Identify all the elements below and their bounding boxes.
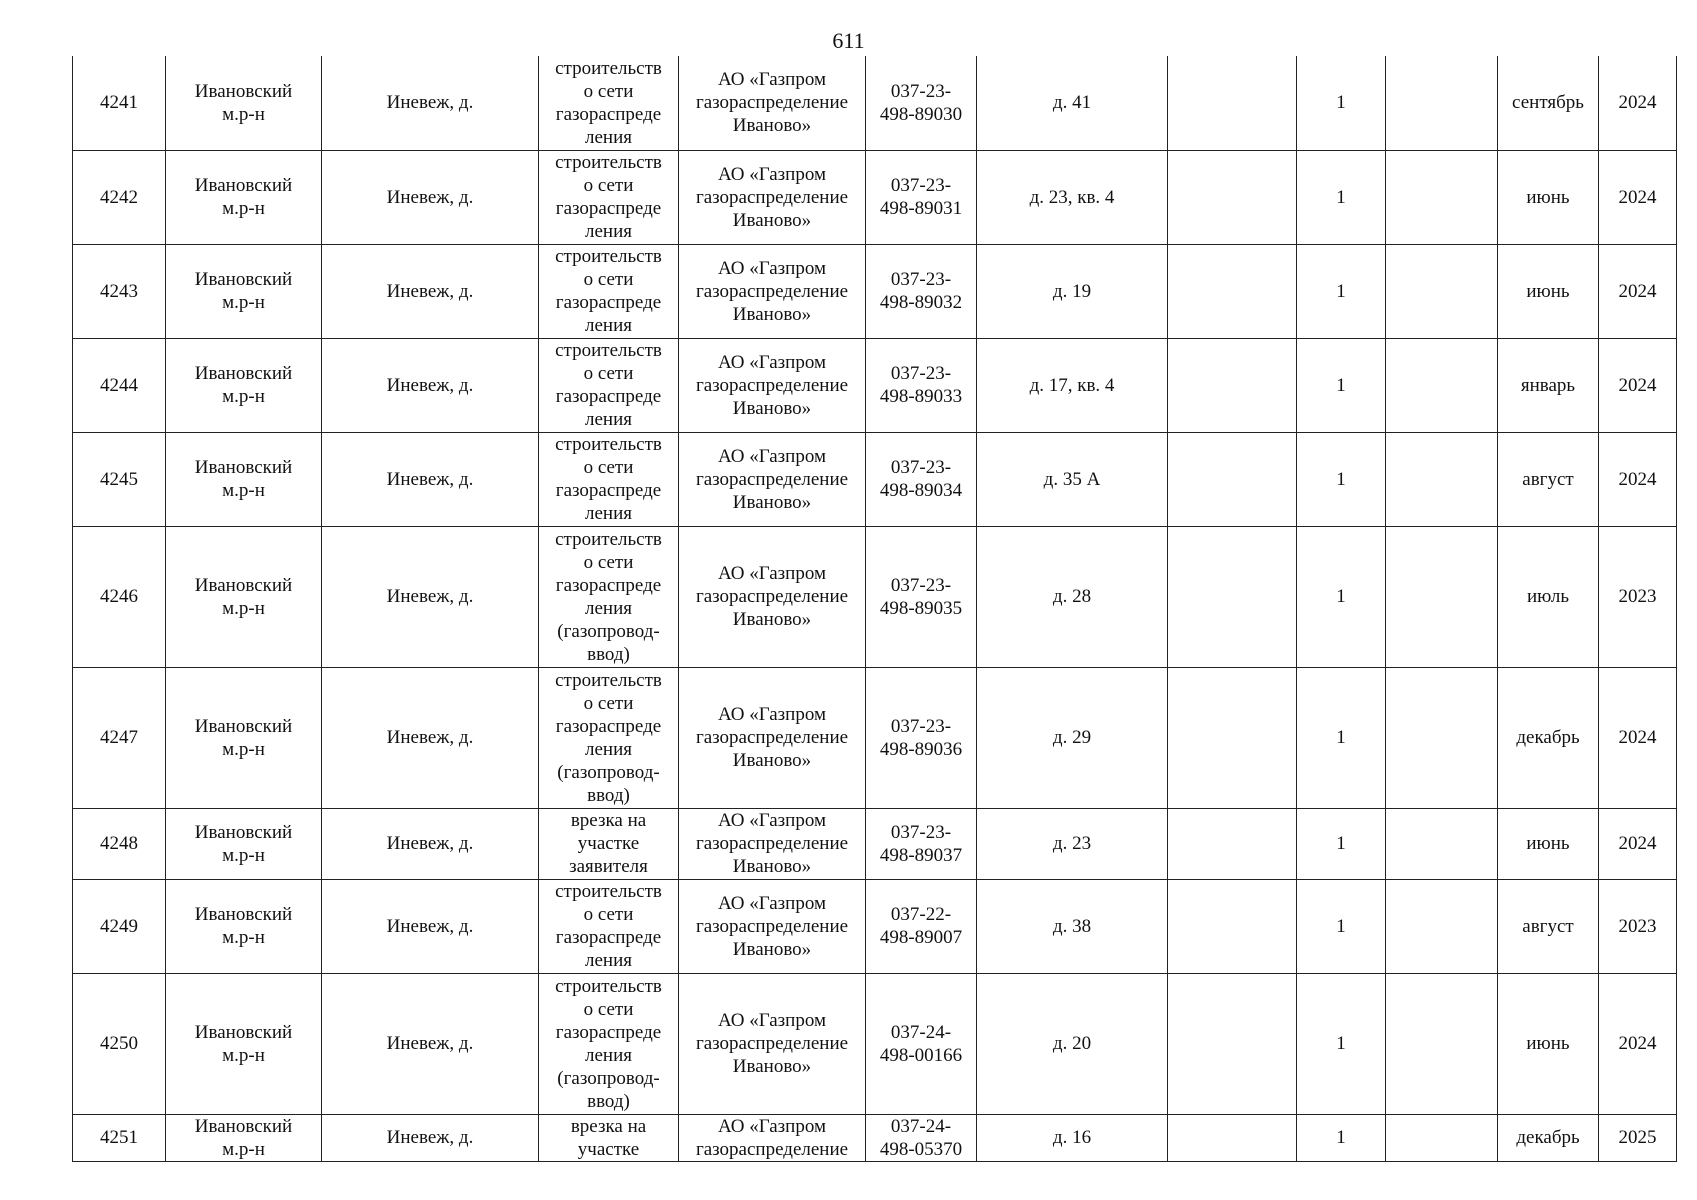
work-type-cell <box>539 808 679 879</box>
locality-cell: Иневеж, д. <box>322 973 539 1114</box>
quantity-cell: 1 <box>1297 973 1386 1114</box>
application-code-line: 037-22- <box>890 904 952 925</box>
district-cell <box>166 150 322 244</box>
application-code-line: 498-89031 <box>879 198 963 219</box>
table-row <box>73 56 1677 150</box>
work-type-line: о сети <box>583 363 634 384</box>
district-line: м.р-н <box>222 103 265 125</box>
district-line: Ивановский <box>194 457 293 478</box>
organization-cell <box>679 56 866 150</box>
work-type-line: газораспреде <box>555 386 662 407</box>
month-cell: сентябрь <box>1498 56 1599 150</box>
district-line: Ивановский <box>194 574 293 596</box>
organization-line: газораспределение <box>695 92 849 114</box>
organization-line: Иваново» <box>732 938 812 960</box>
organization-line: Иваново» <box>732 856 812 877</box>
work-type-line: газораспреде <box>555 103 662 125</box>
district-line: м.р-н <box>222 386 265 407</box>
work-type-line: ления <box>585 738 632 760</box>
district-cell <box>166 56 322 150</box>
empty-cell <box>1168 667 1297 808</box>
district-line: м.р-н <box>222 738 265 760</box>
district-cell <box>166 1114 322 1161</box>
organization-line: газораспределение <box>695 727 849 748</box>
work-type-line: ления <box>585 315 632 336</box>
district-cell <box>166 338 322 432</box>
work-type-line: газораспреде <box>555 480 662 501</box>
empty-cell <box>1168 56 1297 150</box>
work-type-line: газораспреде <box>555 1021 662 1043</box>
district-cell <box>166 973 322 1114</box>
district-cell <box>166 879 322 973</box>
work-type-line: о сети <box>583 457 634 478</box>
table-row <box>73 526 1677 667</box>
empty-cell <box>1386 56 1498 150</box>
application-code-line: 037-23- <box>890 821 952 843</box>
empty-cell <box>1386 244 1498 338</box>
application-code-line: 498-89035 <box>879 597 963 619</box>
district-cell <box>166 244 322 338</box>
work-type-line: врезка на <box>570 810 647 831</box>
quantity-cell: 1 <box>1297 667 1386 808</box>
district-line: м.р-н <box>222 1044 265 1066</box>
row-number-cell: 4247 <box>73 667 166 808</box>
quantity-cell: 1 <box>1297 879 1386 973</box>
work-type-line: строительств <box>555 57 662 79</box>
row-number-cell: 4242 <box>73 150 166 244</box>
empty-cell <box>1386 432 1498 526</box>
work-type-line: врезка на <box>570 1115 647 1137</box>
application-code-line: 037-23- <box>890 457 952 478</box>
row-number-cell: 4249 <box>73 879 166 973</box>
empty-cell <box>1386 338 1498 432</box>
table-row <box>73 432 1677 526</box>
table-row <box>73 244 1677 338</box>
address-cell: д. 23 <box>977 808 1168 879</box>
organization-line: Иваново» <box>732 609 812 630</box>
address-cell: д. 23, кв. 4 <box>977 150 1168 244</box>
empty-cell <box>1386 150 1498 244</box>
organization-line: газораспределение <box>695 468 849 490</box>
application-code-line: 037-24- <box>890 1115 952 1137</box>
locality-cell: Иневеж, д. <box>322 432 539 526</box>
work-type-line: газораспреде <box>555 198 662 219</box>
work-type-line: участке <box>577 833 640 854</box>
organization-line: АО «Газпром <box>717 892 827 914</box>
work-type-line: (газопровод- <box>557 1067 660 1089</box>
work-type-line: газораспреде <box>555 292 662 313</box>
organization-line: АО «Газпром <box>717 1115 827 1137</box>
work-type-line: газораспреде <box>555 574 662 596</box>
work-type-cell <box>539 526 679 667</box>
quantity-cell: 1 <box>1297 432 1386 526</box>
organization-line: АО «Газпром <box>717 810 827 831</box>
work-type-line: (газопровод- <box>557 620 660 642</box>
work-type-line: ления <box>585 950 632 971</box>
row-number-cell: 4245 <box>73 432 166 526</box>
work-type-cell <box>539 1114 679 1161</box>
address-cell: д. 35 А <box>977 432 1168 526</box>
locality-cell: Иневеж, д. <box>322 667 539 808</box>
organization-line: АО «Газпром <box>717 163 827 185</box>
empty-cell <box>1386 973 1498 1114</box>
table-row <box>73 338 1677 432</box>
district-cell <box>166 808 322 879</box>
work-type-line: строительств <box>555 669 662 691</box>
year-cell: 2024 <box>1599 56 1677 150</box>
locality-cell: Иневеж, д. <box>322 338 539 432</box>
organization-line: газораспределение <box>695 915 849 937</box>
application-code-line: 498-89036 <box>879 738 963 760</box>
work-type-cell <box>539 338 679 432</box>
work-type-cell <box>539 973 679 1114</box>
work-type-cell <box>539 667 679 808</box>
locality-cell: Иневеж, д. <box>322 56 539 150</box>
work-type-line: строительств <box>555 246 662 267</box>
empty-cell <box>1168 244 1297 338</box>
empty-cell <box>1168 338 1297 432</box>
table-row <box>73 667 1677 808</box>
work-type-line: ления <box>585 409 632 430</box>
year-cell: 2024 <box>1599 432 1677 526</box>
quantity-cell: 1 <box>1297 526 1386 667</box>
work-type-line: строительств <box>555 340 662 361</box>
empty-cell <box>1386 808 1498 879</box>
quantity-cell: 1 <box>1297 808 1386 879</box>
organization-cell <box>679 338 866 432</box>
district-line: м.р-н <box>222 844 265 866</box>
application-code-line: 498-89032 <box>879 292 963 313</box>
table-row <box>73 150 1677 244</box>
application-code-line: 037-23- <box>890 175 952 196</box>
application-code-cell <box>866 1114 977 1161</box>
work-type-line: ления <box>585 503 632 524</box>
month-cell: июнь <box>1498 973 1599 1114</box>
organization-line: АО «Газпром <box>717 1010 827 1031</box>
application-code-line: 037-23- <box>890 574 952 596</box>
empty-cell <box>1168 1114 1297 1161</box>
address-cell: д. 16 <box>977 1114 1168 1161</box>
work-type-line: о сети <box>583 998 634 1020</box>
work-type-line: строительств <box>555 434 662 455</box>
row-number-cell: 4250 <box>73 973 166 1114</box>
work-type-line: ления <box>585 597 632 619</box>
district-line: Ивановский <box>194 80 293 102</box>
district-line: Ивановский <box>194 363 293 384</box>
application-code-line: 498-00166 <box>879 1044 963 1066</box>
application-code-cell <box>866 338 977 432</box>
locality-cell: Иневеж, д. <box>322 1114 539 1161</box>
organization-cell <box>679 244 866 338</box>
work-type-line: (газопровод- <box>557 761 660 783</box>
row-number-cell: 4241 <box>73 56 166 150</box>
month-cell: июнь <box>1498 150 1599 244</box>
address-cell: д. 17, кв. 4 <box>977 338 1168 432</box>
application-code-line: 498-89034 <box>879 480 963 501</box>
locality-cell: Иневеж, д. <box>322 879 539 973</box>
empty-cell <box>1386 879 1498 973</box>
district-line: м.р-н <box>222 480 265 501</box>
application-code-cell <box>866 879 977 973</box>
row-number-cell: 4251 <box>73 1114 166 1161</box>
work-type-line: ления <box>585 1044 632 1066</box>
organization-cell <box>679 1114 866 1161</box>
quantity-cell: 1 <box>1297 244 1386 338</box>
organization-line: АО «Газпром <box>717 704 827 725</box>
district-cell <box>166 432 322 526</box>
year-cell: 2024 <box>1599 244 1677 338</box>
empty-cell <box>1168 973 1297 1114</box>
work-type-line: строительств <box>555 975 662 997</box>
year-cell: 2025 <box>1599 1114 1677 1161</box>
address-cell: д. 20 <box>977 973 1168 1114</box>
organization-cell <box>679 808 866 879</box>
work-type-line: строительств <box>555 528 662 550</box>
table-row <box>73 1114 1677 1161</box>
application-code-cell <box>866 56 977 150</box>
year-cell: 2023 <box>1599 879 1677 973</box>
organization-line: Иваново» <box>732 115 812 137</box>
work-type-line: о сети <box>583 551 634 573</box>
work-type-line: заявителя <box>569 856 648 877</box>
work-type-line: ввод) <box>587 643 630 665</box>
empty-cell <box>1386 526 1498 667</box>
application-code-line: 037-23- <box>890 269 952 290</box>
organization-line: газораспределение <box>695 833 849 854</box>
table-row <box>73 973 1677 1114</box>
organization-line: АО «Газпром <box>717 351 827 373</box>
address-cell: д. 29 <box>977 667 1168 808</box>
organization-line: Иваново» <box>732 303 812 325</box>
work-type-line: о сети <box>583 175 634 196</box>
locality-cell: Иневеж, д. <box>322 244 539 338</box>
year-cell: 2024 <box>1599 338 1677 432</box>
application-code-cell <box>866 244 977 338</box>
row-number-cell: 4248 <box>73 808 166 879</box>
district-line: Ивановский <box>194 904 293 925</box>
row-number-cell: 4246 <box>73 526 166 667</box>
organization-cell <box>679 667 866 808</box>
work-type-line: ления <box>585 126 632 148</box>
district-cell <box>166 526 322 667</box>
application-code-cell <box>866 973 977 1114</box>
work-type-line: газораспреде <box>555 715 662 737</box>
district-cell <box>166 667 322 808</box>
application-code-line: 498-89030 <box>879 103 963 125</box>
locality-cell: Иневеж, д. <box>322 808 539 879</box>
organization-cell <box>679 150 866 244</box>
month-cell: июнь <box>1498 244 1599 338</box>
year-cell: 2024 <box>1599 973 1677 1114</box>
work-type-line: участке <box>577 1138 640 1160</box>
row-number-cell: 4244 <box>73 338 166 432</box>
work-type-line: газораспреде <box>555 927 662 948</box>
organization-line: газораспределение <box>695 586 849 607</box>
work-type-line: ввод) <box>587 784 630 806</box>
empty-cell <box>1168 808 1297 879</box>
district-line: Ивановский <box>194 821 293 843</box>
organization-line: газораспределение <box>695 1033 849 1054</box>
work-type-line: о сети <box>583 904 634 925</box>
quantity-cell: 1 <box>1297 1114 1386 1161</box>
organization-line: Иваново» <box>732 397 812 419</box>
quantity-cell: 1 <box>1297 150 1386 244</box>
application-code-cell <box>866 432 977 526</box>
organization-line: АО «Газпром <box>717 445 827 467</box>
work-type-line: ления <box>585 221 632 242</box>
work-type-line: строительств <box>555 152 662 173</box>
work-type-line: о сети <box>583 692 634 714</box>
organization-cell <box>679 879 866 973</box>
work-type-cell <box>539 150 679 244</box>
application-code-cell <box>866 526 977 667</box>
work-type-line: о сети <box>583 269 634 290</box>
organization-line: газораспределение <box>695 374 849 396</box>
month-cell: июнь <box>1498 808 1599 879</box>
year-cell: 2024 <box>1599 150 1677 244</box>
application-code-line: 037-23- <box>890 363 952 384</box>
organization-line: Иваново» <box>732 209 812 231</box>
work-type-cell <box>539 432 679 526</box>
address-cell: д. 38 <box>977 879 1168 973</box>
month-cell: январь <box>1498 338 1599 432</box>
organization-line: газораспределение <box>695 280 849 302</box>
empty-cell <box>1168 879 1297 973</box>
application-code-line: 498-89033 <box>879 386 963 407</box>
organization-line: газораспределение <box>695 186 849 208</box>
organization-line: газораспределение <box>695 1138 849 1160</box>
organization-cell <box>679 432 866 526</box>
application-code-cell <box>866 667 977 808</box>
address-cell: д. 19 <box>977 244 1168 338</box>
locality-cell: Иневеж, д. <box>322 526 539 667</box>
district-line: Ивановский <box>194 175 293 196</box>
application-code-line: 498-89007 <box>879 927 963 948</box>
month-cell: декабрь <box>1498 667 1599 808</box>
district-line: м.р-н <box>222 597 265 619</box>
empty-cell <box>1168 526 1297 667</box>
work-type-cell <box>539 56 679 150</box>
page-number: 611 <box>832 28 865 53</box>
empty-cell <box>1386 1114 1498 1161</box>
organization-line: АО «Газпром <box>717 257 827 279</box>
district-line: Ивановский <box>194 1115 293 1137</box>
quantity-cell: 1 <box>1297 56 1386 150</box>
application-code-cell <box>866 808 977 879</box>
row-number-cell: 4243 <box>73 244 166 338</box>
empty-cell <box>1168 150 1297 244</box>
district-line: м.р-н <box>222 1138 265 1160</box>
work-type-line: строительств <box>555 881 662 902</box>
application-code-line: 037-23- <box>890 715 952 737</box>
district-line: Ивановский <box>194 1021 293 1043</box>
district-line: м.р-н <box>222 198 265 219</box>
organization-cell <box>679 973 866 1114</box>
table-row <box>73 808 1677 879</box>
application-code-line: 498-89037 <box>879 844 963 866</box>
application-code-line: 037-24- <box>890 1021 952 1043</box>
address-cell: д. 41 <box>977 56 1168 150</box>
table-row <box>73 879 1677 973</box>
district-line: м.р-н <box>222 927 265 948</box>
district-line: м.р-н <box>222 292 265 313</box>
organization-cell <box>679 526 866 667</box>
registry-table <box>72 56 1677 1162</box>
month-cell: декабрь <box>1498 1114 1599 1161</box>
month-cell: август <box>1498 879 1599 973</box>
month-cell: июль <box>1498 526 1599 667</box>
year-cell: 2024 <box>1599 667 1677 808</box>
district-line: Ивановский <box>194 715 293 737</box>
year-cell: 2023 <box>1599 526 1677 667</box>
empty-cell <box>1386 667 1498 808</box>
year-cell: 2024 <box>1599 808 1677 879</box>
quantity-cell: 1 <box>1297 338 1386 432</box>
address-cell: д. 28 <box>977 526 1168 667</box>
locality-cell: Иневеж, д. <box>322 150 539 244</box>
organization-line: Иваново» <box>732 491 812 513</box>
application-code-line: 037-23- <box>890 80 952 102</box>
organization-line: Иваново» <box>732 750 812 771</box>
month-cell: август <box>1498 432 1599 526</box>
district-line: Ивановский <box>194 269 293 290</box>
work-type-line: ввод) <box>587 1090 630 1112</box>
application-code-cell <box>866 150 977 244</box>
organization-line: Иваново» <box>732 1056 812 1077</box>
organization-line: АО «Газпром <box>717 563 827 584</box>
work-type-cell <box>539 244 679 338</box>
organization-line: АО «Газпром <box>717 69 827 91</box>
work-type-cell <box>539 879 679 973</box>
empty-cell <box>1168 432 1297 526</box>
work-type-line: о сети <box>583 80 634 102</box>
application-code-line: 498-05370 <box>879 1138 963 1160</box>
